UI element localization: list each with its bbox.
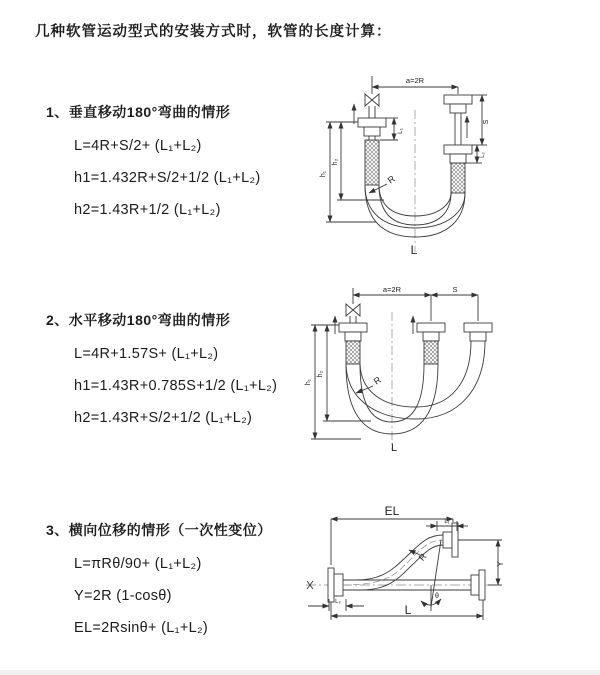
hose-displaced-position	[343, 535, 443, 590]
dim-label-length: L	[404, 603, 412, 617]
scan-edge	[0, 670, 600, 675]
formula-h2: h2=1.43R+S/2+1/2 (L₁+L₂)	[74, 410, 253, 426]
pipe-right-moved	[464, 323, 492, 341]
radius-leader	[356, 386, 373, 393]
braided-hose-section	[365, 140, 379, 185]
pipe-middle	[413, 316, 445, 364]
page-title: 几种软管运动型式的安装方式时，软管的长度计算：	[35, 24, 392, 40]
section-2-formulas	[74, 338, 316, 434]
hose-u-bend-moved	[346, 341, 485, 419]
section-horizontal-movement	[46, 310, 316, 434]
dim-label-h2: h₂	[317, 370, 324, 378]
dim-label-fit-left: L₂	[335, 599, 341, 605]
dim-label-travel: S	[483, 119, 490, 125]
formula-h1: h1=1.432R+S/2+1/2 (L₁+L₂)	[74, 170, 261, 186]
flange-left	[328, 568, 343, 602]
section-3-heading: 3、横向位移的情形（一次性变位）	[46, 522, 272, 538]
dim-label-fit-right: L₂	[480, 152, 486, 158]
section-vertical-movement	[46, 102, 316, 226]
pipe-left	[335, 316, 367, 364]
section-3-formulas	[74, 548, 316, 644]
dim-span	[353, 288, 478, 321]
dim-label-h1: h₁	[305, 378, 312, 386]
dim-label-radius: R	[371, 374, 383, 387]
diagram-lateral-displacement	[298, 495, 600, 665]
formula-length: L=πRθ/90+ (L₁+L₂)	[74, 556, 202, 572]
dim-label-length: L	[390, 442, 398, 454]
angle-construction	[421, 540, 441, 611]
formula-h2: h2=1.43R+1/2 (L₁+L₂)	[74, 202, 221, 218]
formula-length: L=4R+1.57S+ (L₁+L₂)	[74, 346, 219, 362]
dim-label-h1: h₁	[320, 170, 327, 178]
dim-label-travel: S	[452, 285, 458, 294]
diagram-horizontal-180	[303, 282, 600, 467]
dim-label-fit-left: L₁	[397, 128, 404, 134]
section-2-heading: 2、水平移动180°弯曲的情形	[46, 312, 231, 328]
valve-icon	[346, 304, 360, 316]
formula-length: L=4R+S/2+ (L₁+L₂)	[74, 138, 202, 154]
dim-label-angle: θ	[435, 593, 439, 600]
section-1-formulas	[74, 130, 316, 226]
valve-icon	[365, 94, 379, 106]
dim-label-length: L	[410, 243, 418, 257]
flange-right-upper	[443, 523, 458, 557]
diagram-vertical-180	[310, 70, 600, 260]
dim-label-fit-top: L₁	[444, 519, 450, 525]
formula-h1: h1=1.43R+0.785S+1/2 (L₁+L₂)	[74, 378, 278, 394]
braided-hose-section	[346, 341, 360, 364]
flange-right-lower	[471, 570, 485, 600]
dim-label-radius: R	[416, 551, 429, 563]
pipe-left	[354, 104, 386, 185]
dim-label-radius: R	[385, 173, 397, 186]
dim-label-span: a=2R	[382, 285, 402, 294]
dim-label-el: EL	[384, 504, 400, 518]
dim-label-span: a=2R	[405, 76, 425, 85]
section-lateral-displacement	[46, 520, 316, 644]
dim-label-h2: h₂	[332, 158, 339, 166]
pipe-right	[444, 95, 472, 193]
formula-y: Y=2R (1-cosθ)	[74, 588, 172, 604]
braided-hose-section	[424, 341, 438, 364]
dim-label-offset-y: Y	[496, 561, 505, 567]
section-1-heading: 1、垂直移动180°弯曲的情形	[46, 104, 231, 120]
formula-el: EL=2Rsinθ+ (L₁+L₂)	[74, 620, 209, 636]
braided-hose-section	[451, 163, 465, 193]
